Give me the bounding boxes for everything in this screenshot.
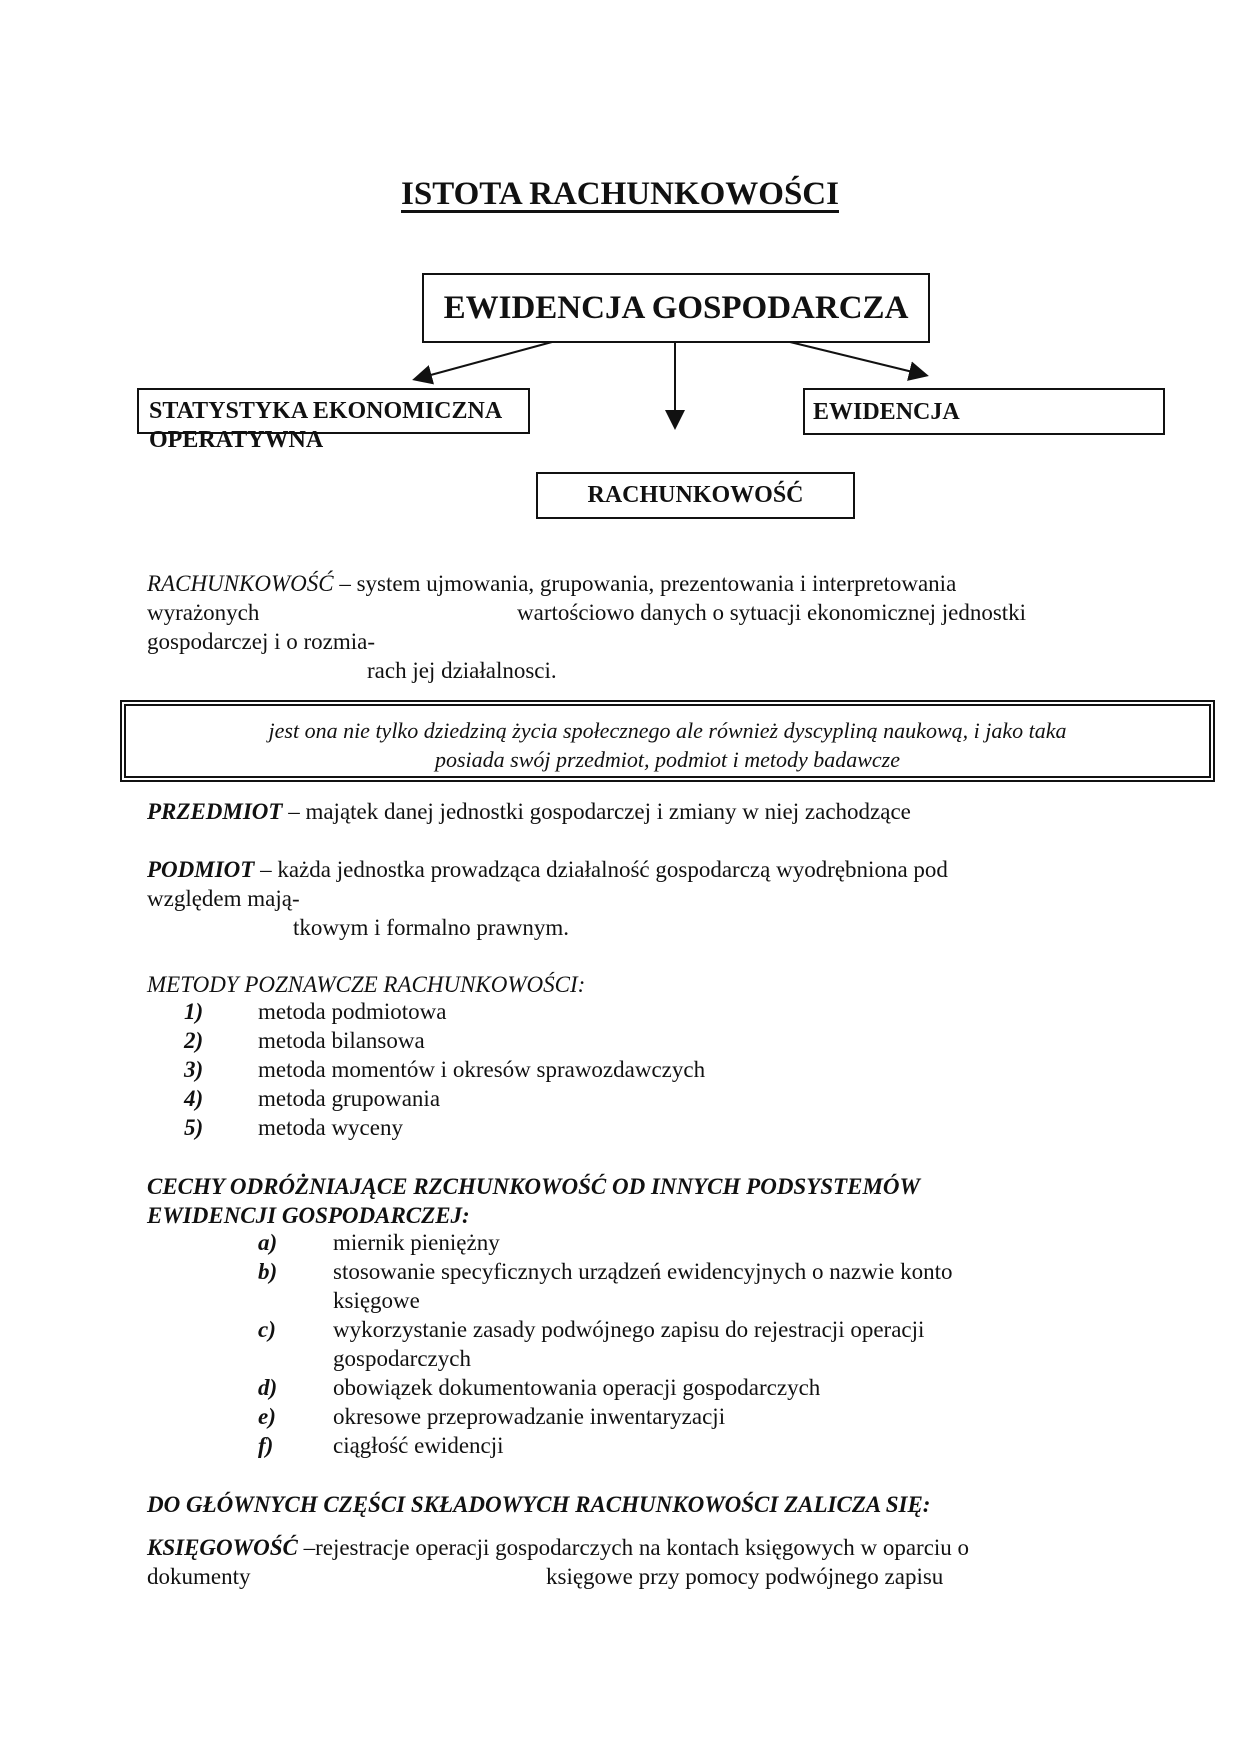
diagram-box-statystyka: STATYSTYKA EKONOMICZNA OPERATYWNA xyxy=(137,388,530,434)
definition-line2a: wyrażonych xyxy=(147,600,260,625)
cechy-num-d: d) xyxy=(258,1375,278,1400)
ksiegowosc-line1: KSIĘGOWOŚĆ –rejestracje operacji gospodarczych na kontach księgowych w oparciu o xyxy=(147,1535,970,1560)
list-item-continuation: gospodarczych xyxy=(333,1346,471,1371)
podmiot-line3: tkowym i formalno prawnym. xyxy=(293,915,569,940)
list-item: okresowe przeprowadzanie inwentaryzacji xyxy=(333,1404,726,1429)
cechy-num-b: b) xyxy=(258,1259,278,1284)
arrow-left xyxy=(416,342,552,379)
diagram-box-rachunkowosc: RACHUNKOWOŚĆ xyxy=(536,472,855,519)
diagram-box-ewidencja-gospodarcza: EWIDENCJA GOSPODARCZA xyxy=(422,273,930,343)
list-item: metoda momentów i okresów sprawozdawczych xyxy=(258,1057,706,1082)
metody-num-2: 2) xyxy=(184,1028,204,1053)
list-item: stosowanie specyficznych urządzeń ewidencyjnych o nazwie konto xyxy=(333,1259,953,1284)
ksiegowosc-line2a: dokumenty xyxy=(147,1564,251,1589)
definition-line2b: wartościowo danych o sytuacji ekonomicznej jednostki xyxy=(517,600,1027,625)
list-item: obowiązek dokumentowania operacji gospodarczych xyxy=(333,1375,821,1400)
list-item: metoda grupowania xyxy=(258,1086,441,1111)
cechy-num-e: e) xyxy=(258,1404,276,1429)
definition-line4: rach jej działalnosci. xyxy=(367,658,557,683)
list-item: metoda podmiotowa xyxy=(258,999,447,1024)
metody-num-1: 1) xyxy=(184,999,204,1024)
list-item: metoda wyceny xyxy=(258,1115,403,1140)
boxed-note: jest ona nie tylko dziedziną życia społecznego ale również dyscypliną naukową, i jako taka posiada swój przedmiot, podmiot i metody badawcze xyxy=(120,700,1215,782)
metody-num-4: 4) xyxy=(184,1086,204,1111)
ksiegowosc-line2b: księgowe przy pomocy podwójnego zapisu xyxy=(546,1564,944,1589)
metody-num-3: 3) xyxy=(184,1057,204,1082)
cechy-num-a: a) xyxy=(258,1230,278,1255)
list-item: wykorzystanie zasady podwójnego zapisu do rejestracji operacji xyxy=(333,1317,925,1342)
definition-line1: RACHUNKOWOŚĆ – system ujmowania, grupowania, prezentowania i interpretowania xyxy=(147,571,957,596)
arrow-right xyxy=(790,342,925,375)
cechy-num-f: f) xyxy=(258,1433,274,1458)
skladowe-heading: DO GŁÓWNYCH CZĘŚCI SKŁADOWYCH RACHUNKOWOŚCI ZALICZA SIĘ: xyxy=(147,1492,931,1517)
list-item-continuation: księgowe xyxy=(333,1288,420,1313)
definition-line3: gospodarczej i o rozmia- xyxy=(147,629,375,654)
cechy-heading-line1: CECHY ODRÓŻNIAJĄCE RZCHUNKOWOŚĆ OD INNYCH PODSYSTEMÓW xyxy=(147,1174,920,1199)
podmiot-line2: względem mają- xyxy=(147,886,300,911)
page-title: ISTOTA RACHUNKOWOŚCI xyxy=(401,176,839,212)
diagram-box-ewidencja: EWIDENCJA xyxy=(803,388,1165,435)
list-item: ciągłość ewidencji xyxy=(333,1433,504,1458)
podmiot-line1: PODMIOT – każda jednostka prowadząca działalność gospodarczą wyodrębniona pod xyxy=(147,857,948,882)
przedmiot-paragraph: PRZEDMIOT – majątek danej jednostki gospodarczej i zmiany w niej zachodzące xyxy=(147,799,911,824)
metody-num-5: 5) xyxy=(184,1115,204,1140)
list-item: miernik pieniężny xyxy=(333,1230,500,1255)
cechy-heading-line2: EWIDENCJI GOSPODARCZEJ: xyxy=(147,1203,470,1228)
metody-heading: METODY POZNAWCZE RACHUNKOWOŚCI: xyxy=(147,972,586,997)
list-item: metoda bilansowa xyxy=(258,1028,425,1053)
cechy-num-c: c) xyxy=(258,1317,276,1342)
